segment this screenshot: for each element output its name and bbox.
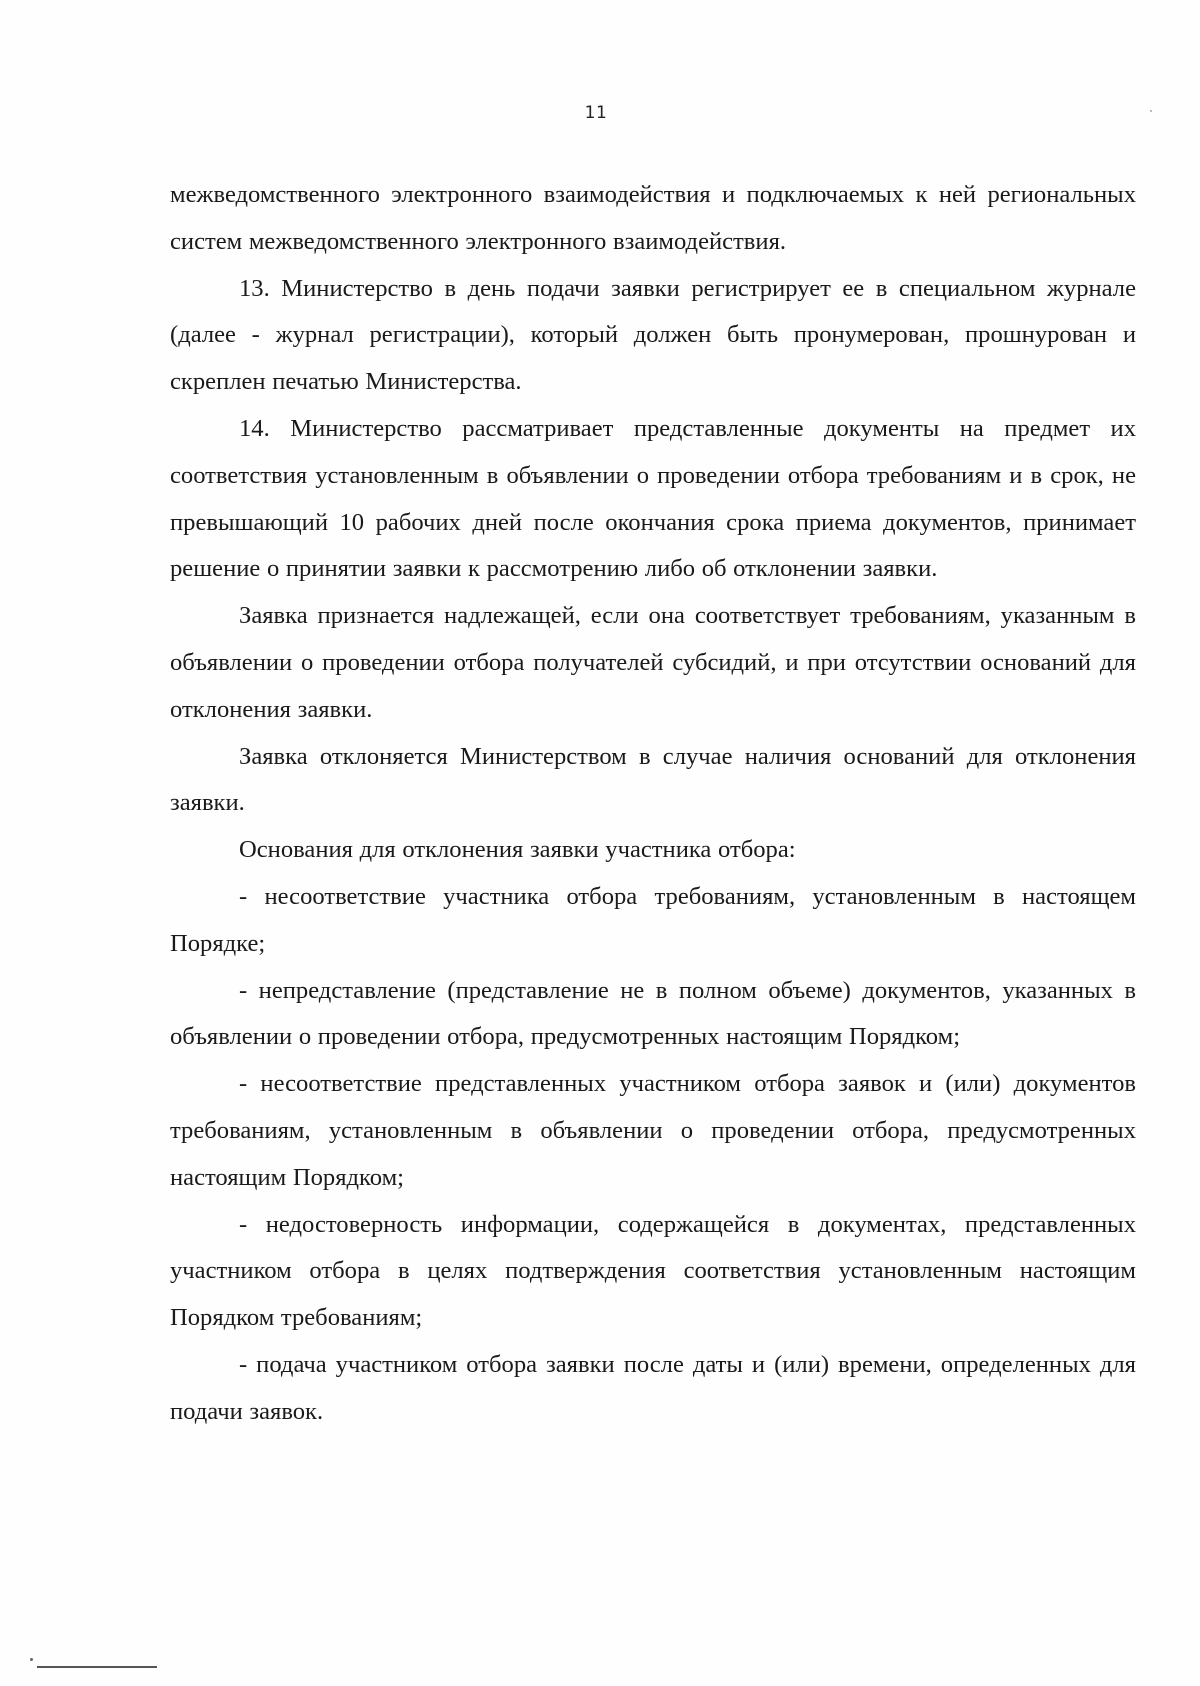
- page-number: 11: [584, 103, 608, 123]
- list-item-nonsubmission: - непредставление (представление не в полном объеме) документов, указанных в объявлении о проведении отбора, предусмотренных настоящим Порядком;: [170, 976, 1136, 1051]
- scan-artifact-dot: [30, 1658, 33, 1661]
- list-item-unreliable-info: - недостоверность информации, содержащейся в документах, представленных участником отбора в целях подтверждения соответствия установленным настоящим Порядком требованиям;: [170, 1210, 1136, 1332]
- list-item-nonconformity: - несоответствие участника отбора требованиям, установленным в настоящем Порядке;: [170, 882, 1136, 957]
- scan-artifact-line: [37, 1666, 157, 1668]
- paragraph-application-rejected: Заявка отклоняется Министерством в случае наличия оснований для отклонения заявки.: [170, 742, 1136, 817]
- paragraph-rejection-grounds-heading: Основания для отклонения заявки участника отбора:: [239, 836, 796, 864]
- scan-artifact-speck: [1150, 110, 1152, 112]
- paragraph-continuation: межведомственного электронного взаимодействия и подключаемых к ней региональных систем межведомственного электронного взаимодействия.: [170, 181, 1136, 255]
- paragraph-item-14: 14. Министерство рассматривает представленные документы на предмет их соответствия установленным в объявлении о проведении отбора требованиям и в срок, не превышающий 10 рабочих дней после окончания срока приема документов, принимает решение о принятии заявки к рассмотрению либо об отклонении заявки.: [170, 414, 1136, 583]
- paragraph-item-13: 13. Министерство в день подачи заявки регистрирует ее в специальном журнале (далее - журнал регистрации), который должен быть пронумерован, прошнурован и скреплен печатью Министерства.: [170, 274, 1136, 396]
- document-body: [170, 172, 1136, 1436]
- paragraph-application-proper: Заявка признается надлежащей, если она соответствует требованиям, указанным в объявлении о проведении отбора получателей субсидий, и при отсутствии оснований для отклонения заявки.: [170, 602, 1136, 723]
- list-item-late-submission: - подача участником отбора заявки после даты и (или) времени, определенных для подачи заявок.: [170, 1350, 1136, 1425]
- list-item-documents-nonconformity: - несоответствие представленных участником отбора заявок и (или) документов требованиям, установленным в объявлении о проведении отбора, предусмотренных настоящим Порядком;: [170, 1070, 1136, 1191]
